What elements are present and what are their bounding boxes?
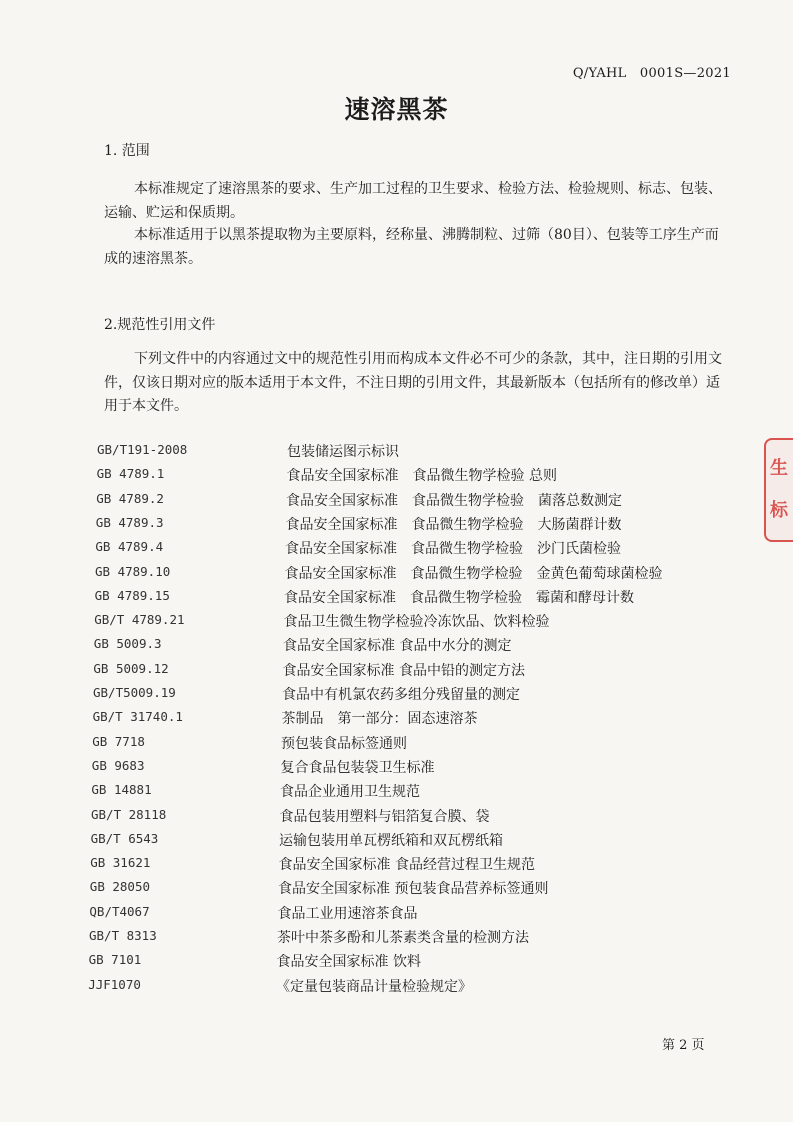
reference-title: 食品安全国家标准 预包装食品营养标签通则 xyxy=(278,881,549,898)
reference-code: GB/T191-2008 xyxy=(97,442,188,457)
page-number: 第 2 页 xyxy=(662,1038,705,1053)
section-1-paragraph-2: 本标准适用于以黑茶提取物为主要原料，经称量、沸腾制粒、过筛（80目）、包装等工序生产而成的速溶黑茶。 xyxy=(104,227,719,267)
reference-code: QB/T4067 xyxy=(89,903,150,919)
document-title: 速溶黑茶 xyxy=(344,95,449,124)
reference-code: GB 4789.15 xyxy=(94,587,170,603)
reference-title: 食品安全国家标准 饮料 xyxy=(276,954,421,971)
reference-code: GB/T 6543 xyxy=(90,830,159,846)
reference-title: 食品安全国家标准 食品微生物学检验 沙门氏菌检验 xyxy=(285,541,621,558)
reference-title: 食品卫生微生物学检验冷冻饮品、饮料检验 xyxy=(283,614,550,631)
reference-code: GB 4789.3 xyxy=(95,514,164,530)
section-2-paragraph: 下列文件中的内容通过文中的规范性引用而构成本文件必不可少的条款，其中，注日期的引用文件，仅该日期对应的版本适用于本文件，不注日期的引用文件，其最新版本（包括所有的修改单）适用于本文件。 xyxy=(104,351,722,414)
reference-code: GB 4789.4 xyxy=(95,539,164,555)
reference-title: 食品企业通用卫生规范 xyxy=(280,784,420,801)
section-1-heading: 1. 范围 xyxy=(104,143,150,159)
reference-code: GB 7718 xyxy=(92,733,145,749)
reference-title: 食品安全国家标准 食品微生物学检验 大肠菌群计数 xyxy=(285,516,622,533)
reference-code: GB 31621 xyxy=(90,855,151,871)
reference-title: 食品安全国家标准 食品微生物学检验 霉菌和酵母计数 xyxy=(284,589,634,606)
reference-code: GB/T 31740.1 xyxy=(92,709,183,725)
reference-title: 食品安全国家标准 食品经营过程卫生规范 xyxy=(278,857,535,874)
reference-title: 茶制品 第一部分：固态速溶茶 xyxy=(281,711,478,728)
reference-code: GB/T5009.19 xyxy=(93,685,176,700)
stamp-char-2: 标 xyxy=(770,500,788,521)
reference-title: 食品安全国家标准 食品微生物学检验 菌落总数测定 xyxy=(286,492,622,509)
document-code: Q/YAHL 0001S—2021 xyxy=(572,66,731,81)
reference-title: 茶叶中茶多酚和儿茶素类含量的检测方法 xyxy=(277,930,529,946)
reference-code: GB 4789.2 xyxy=(96,490,164,506)
reference-code: GB/T 28118 xyxy=(91,806,167,822)
reference-title: 食品中有机氯农药多组分残留量的测定 xyxy=(282,687,520,703)
reference-code: GB 4789.10 xyxy=(95,563,171,579)
section-2-heading: 2.规范性引用文件 xyxy=(104,317,216,333)
reference-code: JJF1070 xyxy=(88,976,141,992)
reference-title: 运输包装用单瓦楞纸箱和双瓦楞纸箱 xyxy=(279,832,503,849)
reference-code: GB 4789.1 xyxy=(96,466,165,482)
reference-code: GB/T 8313 xyxy=(89,928,157,943)
reference-title: 《定量包装商品计量检验规定》 xyxy=(276,978,472,995)
reference-title: 食品安全国家标准 食品微生物学检验 总则 xyxy=(286,468,557,485)
reference-code: GB 7101 xyxy=(88,952,142,968)
stamp-char-1: 生 xyxy=(770,458,788,479)
section-1-paragraph-1: 本标准规定了速溶黑茶的要求、生产加工过程的卫生要求、检验方法、检验规则、标志、包装、运输、贮运和保质期。 xyxy=(104,181,722,221)
reference-code: GB 28050 xyxy=(89,879,151,895)
reference-code: GB 9683 xyxy=(91,757,145,773)
reference-code: GB 5009.3 xyxy=(93,636,162,652)
reference-code: GB 14881 xyxy=(91,782,152,798)
reference-title: 预包装食品标签通则 xyxy=(281,735,407,752)
reference-title: 复合食品包装袋卫生标准 xyxy=(280,759,435,776)
reference-title: 食品工业用速溶茶食品 xyxy=(277,905,418,922)
reference-title: 食品包装用塑料与铝箔复合膜、袋 xyxy=(279,808,490,825)
reference-code: GB 5009.12 xyxy=(93,660,169,676)
red-stamp xyxy=(764,438,793,542)
reference-title: 食品安全国家标准 食品中铅的测定方法 xyxy=(282,662,525,679)
reference-title: 包装储运图示标识 xyxy=(287,444,399,460)
reference-code: GB/T 4789.21 xyxy=(94,612,185,628)
reference-title: 食品安全国家标准 食品微生物学检验 金黄色葡萄球菌检验 xyxy=(284,565,663,582)
reference-title: 食品安全国家标准 食品中水分的测定 xyxy=(283,638,512,655)
